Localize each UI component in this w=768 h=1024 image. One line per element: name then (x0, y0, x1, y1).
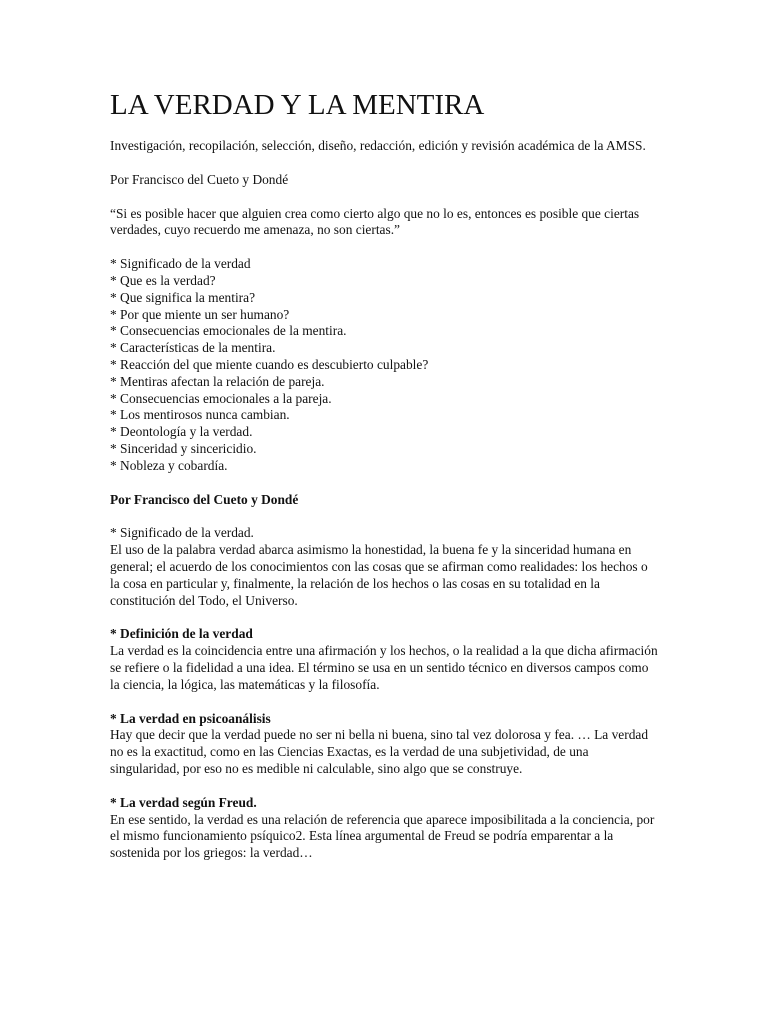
document-title: LA VERDAD Y LA MENTIRA (110, 89, 485, 121)
toc-item: * Por que miente un ser humano? (110, 306, 290, 322)
section-heading: * La verdad según Freud. (110, 794, 257, 810)
toc-item: * Consecuencias emocionales a la pareja. (110, 390, 332, 406)
section-freud (110, 795, 660, 862)
toc-item: * Que significa la mentira? (110, 289, 256, 305)
epigraph-quote: “Si es posible hacer que alguien crea como cierto algo que no lo es, entonces es posible que ciertas verdades, cuyo recuerdo me amenaza, no son ciertas.” (110, 205, 640, 238)
section-body: El uso de la palabra verdad abarca asimismo la honestidad, la buena fe y la sinceridad humana en general; el acuerdo de los conocimientos con las cosas que se afirman como realidades: los hechos o la cosa en particular y, finalmente, la relación de los hechos o las cosas en su totalidad en la constitución del Todo, el Universo. (110, 542, 648, 608)
credits-paragraph: Investigación, recopilación, selección, diseño, redacción, edición y revisión académica de la AMSS. (110, 138, 646, 153)
toc-item: * Que es la verdad? (110, 272, 216, 288)
section-body: La verdad es la coincidencia entre una afirmación y los hechos, o la realidad a la que dicha afirmación se refiere o la fidelidad a una idea. El término se usa en un sentido técnico en diversos campos como la ciencia, la lógica, las matemáticas y la filosofía. (110, 643, 658, 692)
section-heading: * Significado de la verdad. (110, 525, 254, 541)
author-line: Por Francisco del Cueto y Dondé (110, 171, 289, 187)
section-definicion (110, 626, 660, 693)
section-heading: * Definición de la verdad (110, 626, 253, 642)
section-heading: * La verdad en psicoanálisis (110, 710, 271, 726)
toc-item: * Sinceridad y sincericidio. (110, 440, 257, 456)
section-body: En ese sentido, la verdad es una relación de referencia que aparece imposibilitada a la conciencia, por el mismo funcionamiento psíquico2. Esta línea argumental de Freud se podría emparentar a la sostenida por los griegos: la verdad… (110, 811, 655, 861)
toc-item: * Características de la mentira. (110, 340, 276, 356)
toc-item: * Los mentirosos nunca cambian. (110, 407, 290, 423)
toc-item: * Deontología y la verdad. (110, 424, 253, 440)
document-page (110, 88, 660, 879)
toc-item: * Consecuencias emocionales de la mentira. (110, 323, 347, 339)
section-body: Hay que decir que la verdad puede no ser ni bella ni buena, sino tal vez dolorosa y fea. … La verdad no es la exactitud, como en las Ciencias Exactas, es la verdad de una subjetividad, de una singularidad, por eso no es medible ni calculable, sino algo que se construye. (110, 727, 649, 776)
author-line-bold: Por Francisco del Cueto y Dondé (110, 491, 299, 507)
toc-item: * Significado de la verdad (110, 256, 251, 272)
table-of-contents (110, 256, 660, 474)
section-significado (110, 525, 660, 609)
toc-item: * Reacción del que miente cuando es descubierto culpable? (110, 356, 429, 372)
toc-item: * Mentiras afectan la relación de pareja. (110, 373, 325, 389)
toc-item: * Nobleza y cobardía. (110, 457, 228, 473)
section-psicoanalisis (110, 711, 660, 778)
